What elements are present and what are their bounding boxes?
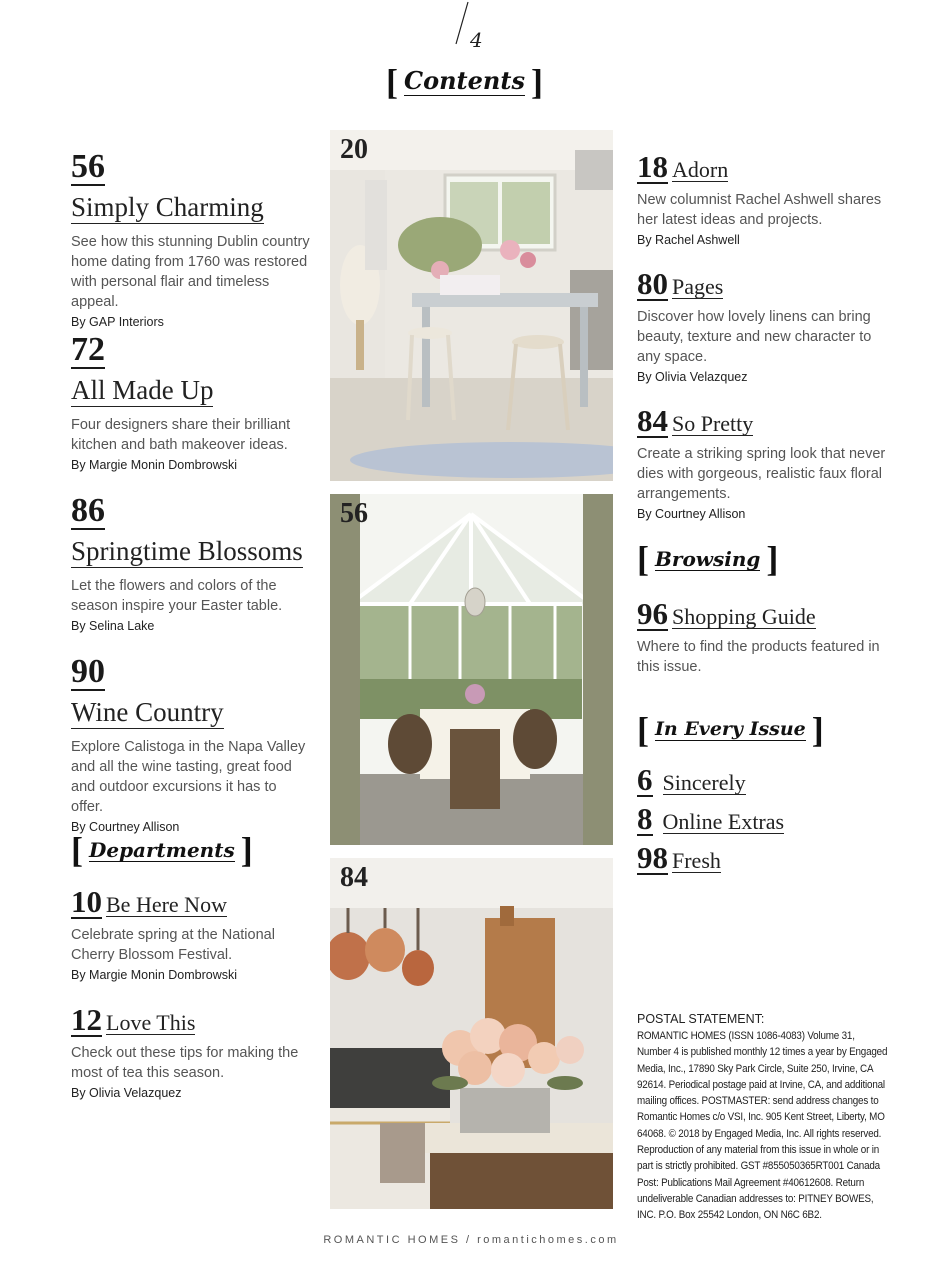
browsing-title-link: Shopping Guide [672,604,816,629]
department-byline: By Olivia Velazquez [71,1086,182,1100]
every-issue-page-number: 98 [637,840,668,875]
right-item[interactable] [637,405,897,521]
feature-page-number: 90 [71,653,105,690]
right-item-title: Pages [672,274,724,299]
postal-heading: POSTAL STATEMENT: [637,1012,765,1026]
every-issue-page-number: 8 [637,801,653,836]
right-item-byline: By Courtney Allison [637,507,746,521]
feature-description: See how this stunning Dublin country home dating from 1760 was restored with personal flair and timeless appeal. [71,234,310,310]
department-title: Love This [106,1010,196,1035]
photo-page-number: 84 [340,862,368,893]
feature-byline: By GAP Interiors [71,315,164,329]
feature-title: Wine Country [71,697,224,727]
feature-item[interactable] [71,333,311,472]
browsing-heading: [ Browsing ] [637,539,779,579]
every-issue-heading: [ In Every Issue ] [637,710,824,750]
every-issue-title-link: Sincerely [662,770,746,795]
every-issue-page-number: 6 [637,762,653,797]
department-description: Celebrate spring at the National Cherry Blossom Festival. [71,927,275,963]
right-item-title: Adorn [672,157,729,182]
feature-item[interactable] [71,494,311,633]
browsing-item[interactable] [637,598,897,677]
feature-title: Springtime Blossoms [71,536,303,566]
right-item-description: Create a striking spring look that never dies with gorgeous, realistic faux floral arrangements. [637,446,886,502]
contents-heading: [ Contents ] [386,62,543,102]
every-issue-head [637,764,746,797]
conservatory-illustration [330,494,613,845]
department-item[interactable] [71,1004,311,1100]
department-description: Check out these tips for making the most of tea this season. [71,1045,299,1081]
right-item-page-number: 84 [637,403,668,438]
feature-title: All Made Up [71,375,214,405]
every-issue-item[interactable] [637,842,721,875]
roses-kitchen-illustration [330,858,613,1209]
right-item-description: New columnist Rachel Ashwell shares her latest ideas and projects. [637,192,882,228]
feature-page-number: 56 [71,148,105,185]
right-item-head [637,151,897,184]
every-issue-item[interactable] [637,803,784,836]
footer: ROMANTIC HOMES / romantichomes.com [323,1234,619,1246]
feature-title: Simply Charming [71,192,264,222]
feature-item[interactable] [71,150,311,329]
feature-description: Explore Calistoga in the Napa Valley and all the wine tasting, great food and outdoor excursions it has to offer. [71,739,306,815]
every-issue-head [637,803,784,836]
feature-byline: By Courtney Allison [71,820,180,834]
every-issue-title-link: Fresh [672,848,721,873]
photo-page-number: 56 [340,498,368,529]
every-issue-head [637,842,721,875]
every-issue-title-link: Online Extras [662,809,785,834]
photo-roses-kitchen[interactable] [330,858,613,1209]
every-issue-title: In Every Issue [655,718,806,741]
photo-page-number: 20 [340,134,368,165]
department-page-number: 12 [71,1002,102,1037]
right-item[interactable] [637,151,897,247]
right-item-head [637,268,897,301]
browsing-description: Where to find the products featured in this issue. [637,639,880,675]
department-title: Be Here Now [106,892,227,917]
right-item[interactable] [637,268,897,384]
browsing-page-number: 96 [637,596,668,631]
feature-page-number: 72 [71,331,105,368]
right-item-head [637,405,897,438]
right-item-title: So Pretty [672,411,754,436]
feature-description: Let the flowers and colors of the season inspire your Easter table. [71,578,283,614]
browsing-title: Browsing [655,546,761,571]
right-item-page-number: 80 [637,266,668,301]
department-page-number: 10 [71,884,102,919]
department-item[interactable] [71,886,311,982]
page-number: 4 [470,28,483,52]
departments-heading: [ Departments ] [71,830,253,870]
right-item-page-number: 18 [637,149,668,184]
feature-byline: By Margie Monin Dombrowski [71,458,238,472]
photo-kitchen-island[interactable] [330,130,613,481]
feature-description: Four designers share their brilliant kitchen and bath makeover ideas. [71,417,291,453]
department-head [71,1004,311,1037]
departments-title: Departments [89,837,235,862]
department-head [71,886,311,919]
feature-item[interactable] [71,655,311,834]
browsing-item-head [637,598,897,631]
postal-body: ROMANTIC HOMES (ISSN 1086-4083) Volume 31, Number 4 is published monthly 12 times a year by Engaged Media, Inc., 17890 Sky Park Circle, Suite 250, Irvine, CA 92614. Periodical postage paid at Irvine, CA, and additional mailing offices. POSTMASTER: send address changes to Romantic Homes c/o VSI, Inc. 905 Kent Street, Liberty, MO 64068. © 2018 by Engaged Media, Inc. All rights reserved. Reproduction of any material from this issue in whole or in part is strictly prohibited. GST #855050365RT001 Canada Post: Publications Mail Agreement #40612608. Return undeliverable Canadian addresses to: PITNEY BOWES, INC. P.O. Box 25542 London, ON N6C 6B2. [637,1030,888,1222]
right-item-byline: By Rachel Ashwell [637,233,740,247]
photo-conservatory[interactable] [330,494,613,845]
postal-statement [637,1012,889,1224]
every-issue-item[interactable] [637,764,746,797]
right-item-byline: By Olivia Velazquez [637,370,748,384]
contents-title: Contents [404,66,525,96]
kitchen-island-illustration [330,130,613,481]
feature-page-number: 86 [71,492,105,529]
department-byline: By Margie Monin Dombrowski [71,968,238,982]
right-item-description: Discover how lovely linens can bring beauty, texture and new character to any space. [637,309,872,365]
feature-byline: By Selina Lake [71,619,155,633]
